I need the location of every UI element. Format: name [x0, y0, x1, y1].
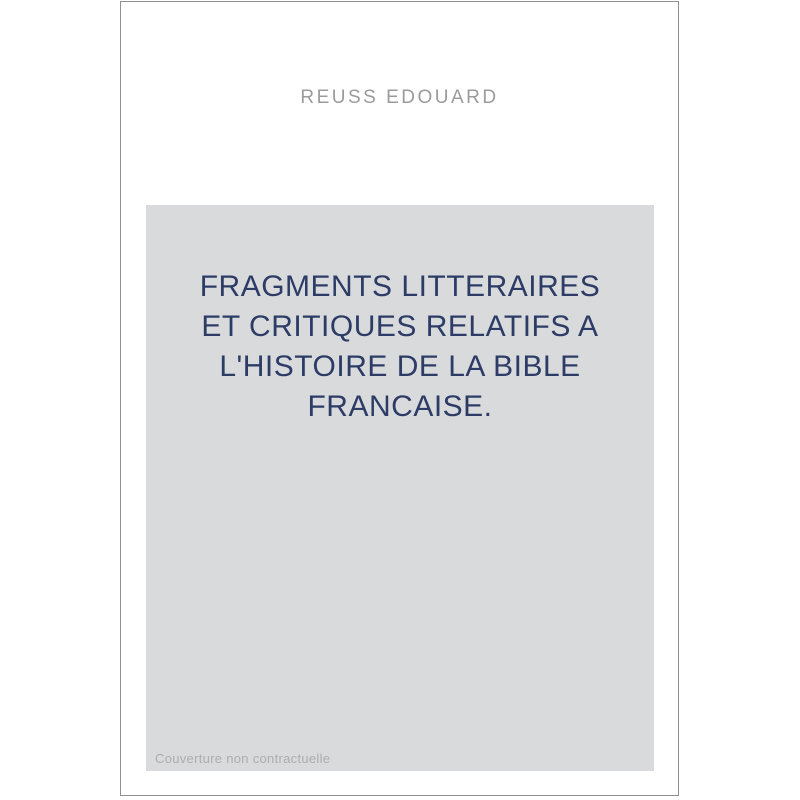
book-title-line-2: ET CRITIQUES RELATIFS A — [201, 310, 599, 343]
author-name: REUSS EDOUARD — [300, 87, 499, 108]
book-title-line-3: L'HISTOIRE DE LA BIBLE — [219, 350, 581, 383]
book-page — [120, 1, 679, 796]
book-title — [146, 267, 654, 427]
book-title-line-4: FRANCAISE. — [307, 390, 493, 423]
book-title-line-1: FRAGMENTS LITTERAIRES — [199, 270, 601, 303]
cover-placeholder-box — [146, 205, 654, 771]
cover-disclaimer-text: Couverture non contractuelle — [155, 751, 331, 766]
